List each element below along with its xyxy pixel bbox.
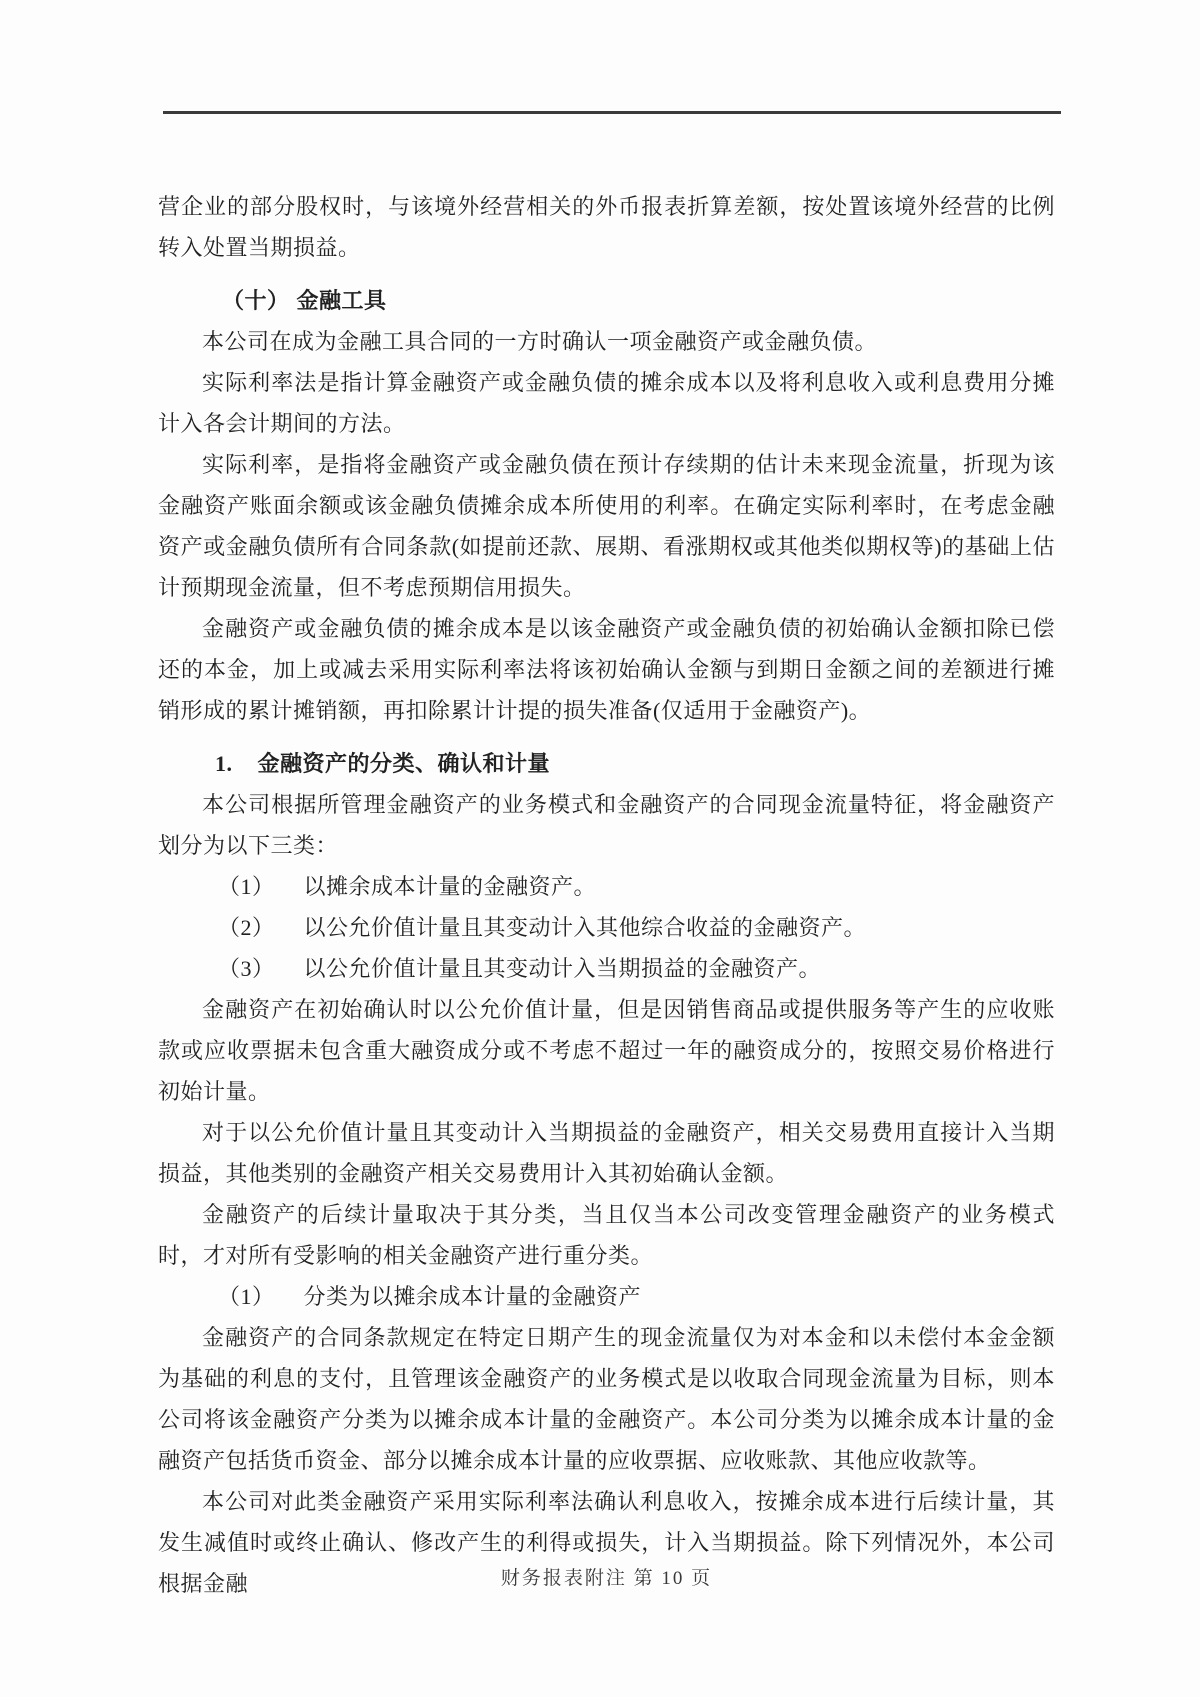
section-title: 金融工具 (296, 288, 387, 313)
paragraph: 本公司在成为金融工具合同的一方时确认一项金融资产或金融负债。 (202, 329, 878, 354)
paragraph: 金融资产的后续计量取决于其分类，当且仅当本公司改变管理金融资产的业务模式时，才对所有受影响的相关金融资产进行重分类。 (158, 1202, 1055, 1268)
list-item-number: （2） (218, 915, 275, 940)
paragraph: 实际利率，是指将金融资产或金融负债在预计存续期的估计未来现金流量，折现为该金融资产账面余额或该金融负债摊余成本所使用的利率。在确定实际利率时，在考虑金融资产或金融负债所有合同条款(如提前还款、展期、看涨期权或其他类似期权等)的基础上估计预期现金流量，但不考虑预期信用损失。 (158, 452, 1055, 600)
list-item-text: 以摊余成本计量的金融资产。 (303, 874, 597, 899)
paragraph: 本公司对此类金融资产采用实际利率法确认利息收入，按摊余成本进行后续计量，其发生减值时或终止确认、修改产生的利得或损失，计入当期损益。除下列情况外，本公司根据金融 (158, 1489, 1055, 1596)
list-item (158, 948, 1055, 989)
subsection-heading-classification (158, 743, 1055, 784)
paragraph: 实际利率法是指计算金融资产或金融负债的摊余成本以及将利息收入或利息费用分摊计入各会计期间的方法。 (158, 370, 1055, 436)
footer-text: 财务报表附注 第 10 页 (500, 1568, 713, 1589)
header-rule-divider (163, 111, 1061, 114)
list-item (158, 907, 1055, 948)
list-item-text: 以公允价值计量且其变动计入当期损益的金融资产。 (303, 956, 822, 981)
list-item-number: （3） (218, 956, 275, 981)
list-item (158, 866, 1055, 907)
subsection-number: 1. (215, 751, 233, 776)
section-number: （十） (222, 288, 290, 313)
paragraph: 本公司根据所管理金融资产的业务模式和金融资产的合同现金流量特征，将金融资产划分为以下三类： (158, 792, 1055, 858)
subsection-title: 金融资产的分类、确认和计量 (257, 751, 551, 776)
section-heading-financial-instruments (158, 280, 1055, 321)
list-item-text: 分类为以摊余成本计量的金融资产 (303, 1284, 642, 1309)
list-subheading (158, 1276, 1055, 1317)
page-footer (158, 1564, 1055, 1594)
paragraph: 金融资产在初始确认时以公允价值计量，但是因销售商品或提供服务等产生的应收账款或应收票据未包含重大融资成分或不考虑不超过一年的融资成分的，按照交易价格进行初始计量。 (158, 997, 1055, 1104)
list-item-number: （1） (218, 874, 275, 899)
document-body (158, 186, 1055, 1604)
list-item-text: 以公允价值计量且其变动计入其他综合收益的金融资产。 (303, 915, 867, 940)
paragraph: 对于以公允价值计量且其变动计入当期损益的金融资产，相关交易费用直接计入当期损益，其他类别的金融资产相关交易费用计入其初始确认金额。 (158, 1120, 1055, 1186)
paragraph: 金融资产的合同条款规定在特定日期产生的现金流量仅为对本金和以未偿付本金金额为基础的利息的支付，且管理该金融资产的业务模式是以收取合同现金流量为目标，则本公司将该金融资产分类为以摊余成本计量的金融资产。本公司分类为以摊余成本计量的金融资产包括货币资金、部分以摊余成本计量的应收票据、应收账款、其他应收款等。 (158, 1325, 1055, 1473)
list-item-number: （1） (218, 1284, 275, 1309)
paragraph-carryover: 营企业的部分股权时，与该境外经营相关的外币报表折算差额，按处置该境外经营的比例转入处置当期损益。 (158, 194, 1055, 260)
paragraph: 金融资产或金融负债的摊余成本是以该金融资产或金融负债的初始确认金额扣除已偿还的本金，加上或减去采用实际利率法将该初始确认金额与到期日金额之间的差额进行摊销形成的累计摊销额，再扣除累计计提的损失准备(仅适用于金融资产)。 (158, 616, 1055, 723)
